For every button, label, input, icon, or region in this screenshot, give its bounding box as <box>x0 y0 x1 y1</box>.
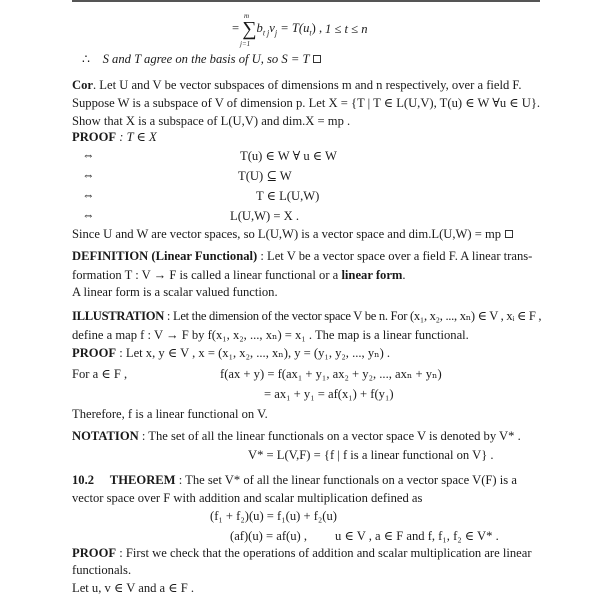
proof2-line-1 <box>72 345 390 361</box>
theorem-label: THEOREM <box>109 473 176 487</box>
proof1-step-3: T ∈ L(U,W) <box>256 189 320 203</box>
iff-icon: ⇔ <box>82 148 95 162</box>
theorem-line-1 <box>72 472 517 488</box>
sum-term2-sub: j <box>274 28 278 38</box>
linear-form-term: linear form <box>341 268 403 282</box>
cor-line-1 <box>72 77 522 93</box>
sum-equation <box>232 12 323 48</box>
notation-text-1: : The set of all the linear functionals on a vector space V is denoted by V* . <box>138 429 521 443</box>
proof3-line-2: functionals. <box>72 563 132 577</box>
proof3-line-1 <box>72 545 532 561</box>
proof3-label: PROOF <box>72 546 117 560</box>
proof2-eq-2: = ax₁ + y₁ = af(x₁) + f(y₁) <box>264 387 394 401</box>
notation-eq: V* = L(V,F) = {f | f is a linear functional on V} . <box>248 448 494 462</box>
sum-rhs-end: ) , <box>311 21 323 35</box>
definition-line-2 <box>72 267 406 283</box>
cor-label: Cor <box>72 78 93 92</box>
proof1-head <box>72 129 157 145</box>
theorem-eq-2: (af)(u) = af(u) , <box>230 529 308 543</box>
definition-text-1: : Let V be a vector space over a field F. A linear trans- <box>257 249 533 263</box>
sum-range-text: 1 ≤ t ≤ n <box>325 22 368 36</box>
proof1-label: PROOF <box>72 130 117 144</box>
proof2-label: PROOF <box>72 346 117 360</box>
sum-range <box>325 22 368 37</box>
sum-term: b <box>256 21 263 35</box>
illustration-line-2: define a map f : V → F by f(x₁, x₂, ..., xₙ) = x₁ . The map is a linear functional. <box>72 328 469 342</box>
cor-text-1: . Let U and V be vector subspaces of dimensions m and n respectively, over a field F. <box>92 78 522 92</box>
illustration-label: ILLUSTRATION <box>72 309 165 323</box>
therefore-text: S and T agree on the basis of U, so S = T <box>102 52 310 66</box>
sigma-symbol: ∑ <box>242 18 257 40</box>
sum-rhs-sub: t <box>309 28 312 38</box>
proof2-conclusion: Therefore, f is a linear functional on V. <box>72 407 268 421</box>
proof3-text-1: : First we check that the operations of addition and scalar multiplication are linear <box>116 546 532 560</box>
sum-term-sub: t j <box>262 28 270 38</box>
definition-period: . <box>402 268 406 282</box>
iff-icon: ⇔ <box>82 188 95 202</box>
proof1-step-4: L(U,W) = X . <box>230 209 300 223</box>
theorem-text-1: : The set V* of all the linear functionals on a vector space V(F) is a <box>175 473 517 487</box>
proof1-step-1: T(u) ∈ W ∀ u ∈ W <box>240 149 337 163</box>
proof2-text-1: : Let x, y ∈ V , x = (x₁, x₂, ..., xₙ), y = (y₁, y₂, ..., yₙ) . <box>116 346 391 360</box>
sum-lower-limit: j=1 <box>240 40 251 48</box>
sum-rhs: = T(u <box>277 21 310 35</box>
proof1-conclusion <box>72 226 513 242</box>
proof3-line-3: Let u, v ∈ V and a ∈ F . <box>72 581 195 595</box>
proof1-step-2: T(U) ⊆ W <box>238 169 292 183</box>
theorem-eq-1: (f₁ + f₂)(u) = f₁(u) + f₂(u) <box>210 509 337 523</box>
proof1-conclusion-text: Since U and W are vector spaces, so L(U,W) is a vector space and dim.L(U,W) = mp <box>72 227 502 241</box>
notation-line-1 <box>72 428 521 444</box>
proof2-for: For a ∈ F , <box>72 367 128 381</box>
qed-icon <box>505 230 513 238</box>
qed-icon <box>313 55 321 63</box>
definition-line-3: A linear form is a scalar valued function. <box>72 285 278 299</box>
definition-text-2: formation T : V → F is called a linear functional or a <box>72 268 342 282</box>
iff-icon: ⇔ <box>82 168 95 182</box>
therefore-symbol: ∴ <box>82 52 91 66</box>
notation-label: NOTATION <box>72 429 139 443</box>
illustration-text-1: : Let the dimension of the vector space V be n. For (x₁, x₂, ..., xₙ) ∈ V , xᵢ ∈ F , <box>164 309 542 323</box>
definition-line-1 <box>72 248 532 264</box>
iff-icon: ⇔ <box>82 208 95 222</box>
theorem-line-2: vector space over F with addition and scalar multiplication defined as <box>72 491 423 505</box>
sum-lhs: = <box>232 21 243 35</box>
sum-term2: v <box>269 21 275 35</box>
top-rule <box>72 0 540 2</box>
definition-label: DEFINITION (Linear Functional) <box>72 249 258 263</box>
theorem-eq-2-condition: u ∈ V , a ∈ F and f, f₁, f₂ ∈ V* . <box>335 529 499 543</box>
cor-line-3: Show that X is a subspace of L(U,V) and dim.X = mp . <box>72 114 351 128</box>
theorem-number: 10.2 <box>72 473 95 487</box>
therefore-line <box>82 51 321 67</box>
proof2-eq-1: f(ax + y) = f(ax₁ + y₁, ax₂ + y₂, ..., axₙ + yₙ) <box>220 367 442 381</box>
proof1-head-text: : T ∈ X <box>116 130 157 144</box>
sum-upper-limit: m <box>244 12 250 20</box>
illustration-line-1 <box>72 308 541 324</box>
cor-line-2: Suppose W is a subspace of V of dimension p. Let X = {T | T ∈ L(U,V), T(u) ∈ W ∀u ∈ U}. <box>72 96 541 110</box>
